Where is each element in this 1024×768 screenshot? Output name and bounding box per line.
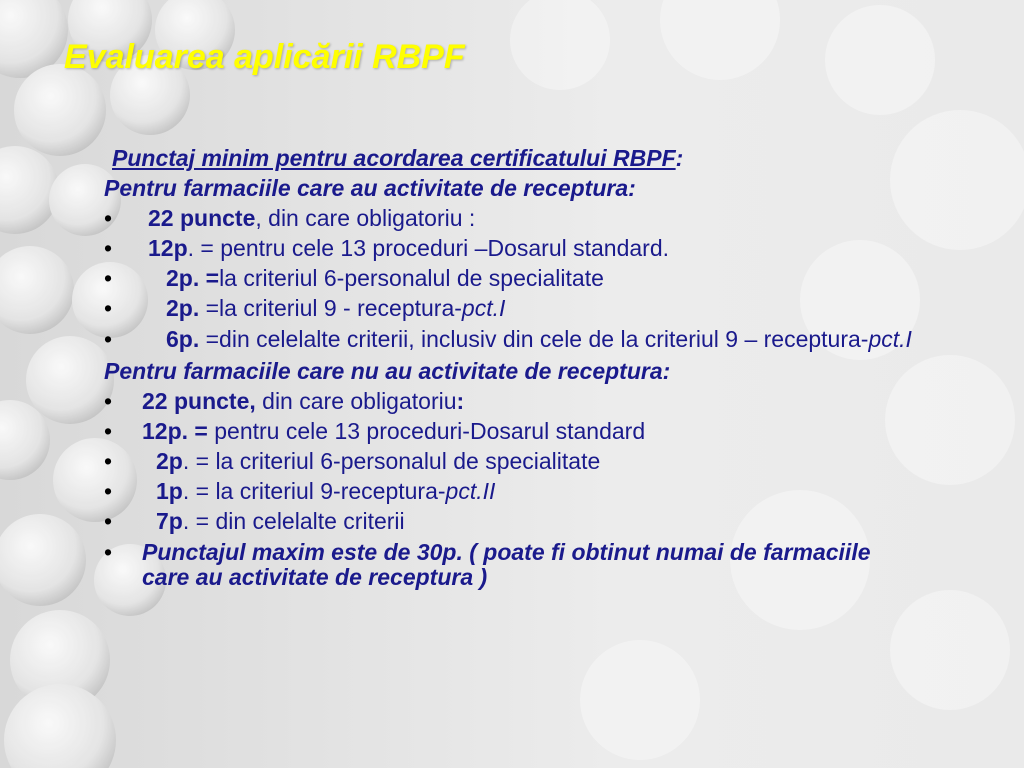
slide-title: Evaluarea aplicării RBPF [64,38,465,76]
slide-content [104,143,924,594]
list-item: • 1p. = la criteriul 9-receptura-pct.II [104,476,924,506]
list-item: • 7p. = din celelalte criterii [104,506,924,536]
list-item: • 2p. = la criteriul 6-personalul de specialitate [104,446,924,476]
list-item-final-note: • Punctajul maxim este de 30p. ( poate fi obtinut numai de farmaciile care au activitate de receptura ) [104,540,924,590]
intro-line [104,143,924,173]
intro-label: Punctaj minim pentru acordarea certificatului RBPF [112,145,676,171]
list-item: • 22 puncte, din care obligatoriu: [104,386,924,416]
list-item: • 6p. =din celelalte criterii, inclusiv din cele de la criteriul 9 – receptura-pct.I [104,327,924,352]
list-item: • 2p. =la criteriul 6-personalul de specialitate [104,263,924,293]
list-item: • 2p. =la criteriul 9 - receptura-pct.I [104,293,924,323]
list-item: • 22 puncte, din care obligatoriu : [104,203,924,233]
section-with-heading: Pentru farmaciile care au activitate de receptura: [104,175,636,201]
list-item: • 12p. = pentru cele 13 proceduri-Dosarul standard [104,416,924,446]
intro-colon: : [675,145,684,171]
section-without-heading: Pentru farmaciile care nu au activitate de receptura: [104,358,671,384]
list-item: • 12p. = pentru cele 13 proceduri –Dosarul standard. [104,233,924,263]
